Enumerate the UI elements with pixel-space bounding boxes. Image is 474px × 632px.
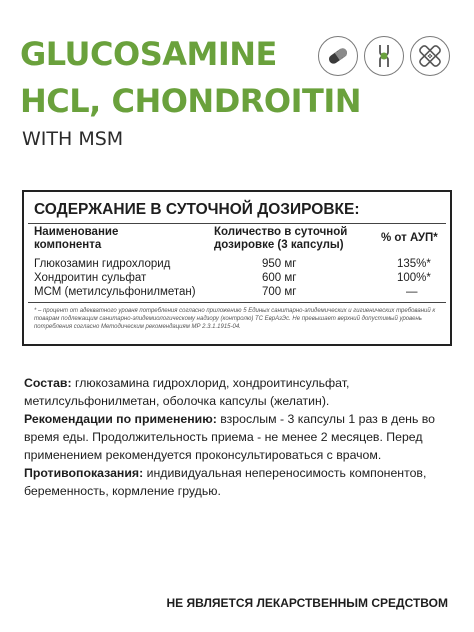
usage-label: Рекомендации по применению: [24,412,217,426]
row-3-aup: — [406,286,418,298]
table-title: СОДЕРЖАНИЕ В СУТОЧНОЙ ДОЗИРОВКЕ: [34,201,360,218]
product-subtitle: WITH MSM [22,128,124,150]
row-3-name: МСМ (метилсульфонилметан) [34,286,196,298]
header-aup: % от АУП* [381,232,438,244]
header-amount: Количество в суточной дозировке (3 капсулы) [214,226,348,251]
header-component: Наименование компонента [34,226,119,251]
contraindications-paragraph [24,464,450,500]
contraindications-label: Противопоказания: [24,466,144,480]
row-3-amount: 700 мг [262,286,297,298]
table-divider [28,302,446,303]
table-footnote: * – процент от адекватного уровня потребления согласно приложению 5 Единых санитарно-эпидемических и гигиенических требований к товарам подлежащим санитарно-эпидемиологическому надзору (контролю) ТС ЕврАзЭс. Не превышает верхний допустимый уровень потребления согласно Методическим рекомендациям МР 2.3.1.1915-04. [34,308,436,330]
row-2-name: Хондроитин сульфат [34,272,147,284]
contraindications-text: индивидуальная непереносимость компонентов, беременность, кормление грудью. [24,466,427,498]
composition-label: Состав: [24,376,72,390]
feature-icons [318,36,450,76]
table-divider [28,223,446,224]
composition-text: глюкозамина гидрохлорид, хондроитинсульфат, метилсульфонилметан, оболочка капсулы (желатин). [24,376,350,408]
row-1-aup: 135%* [397,258,431,270]
usage-paragraph [24,410,450,464]
product-title-line1: GLUCOSAMINE [20,35,277,73]
row-1-amount: 950 мг [262,258,297,270]
product-title-line2: HCL, CHONDROITIN [20,82,362,120]
product-info [24,374,450,500]
row-1-name: Глюкозамин гидрохлорид [34,258,171,270]
disclaimer: НЕ ЯВЛЯЕТСЯ ЛЕКАРСТВЕННЫМ СРЕДСТВОМ [166,596,448,610]
nutrition-table [22,190,452,346]
joint-knee-icon [364,36,404,76]
usage-text: взрослым - 3 капсулы 1 раз в день во время еды. Продолжительность приема - не менее 2 месяцев. Перед применением рекомендуется проконсультироваться с врачом. [24,412,436,462]
bandage-cross-icon [410,36,450,76]
composition-paragraph [24,374,450,410]
row-2-aup: 100%* [397,272,431,284]
row-2-amount: 600 мг [262,272,297,284]
capsule-icon [318,36,358,76]
